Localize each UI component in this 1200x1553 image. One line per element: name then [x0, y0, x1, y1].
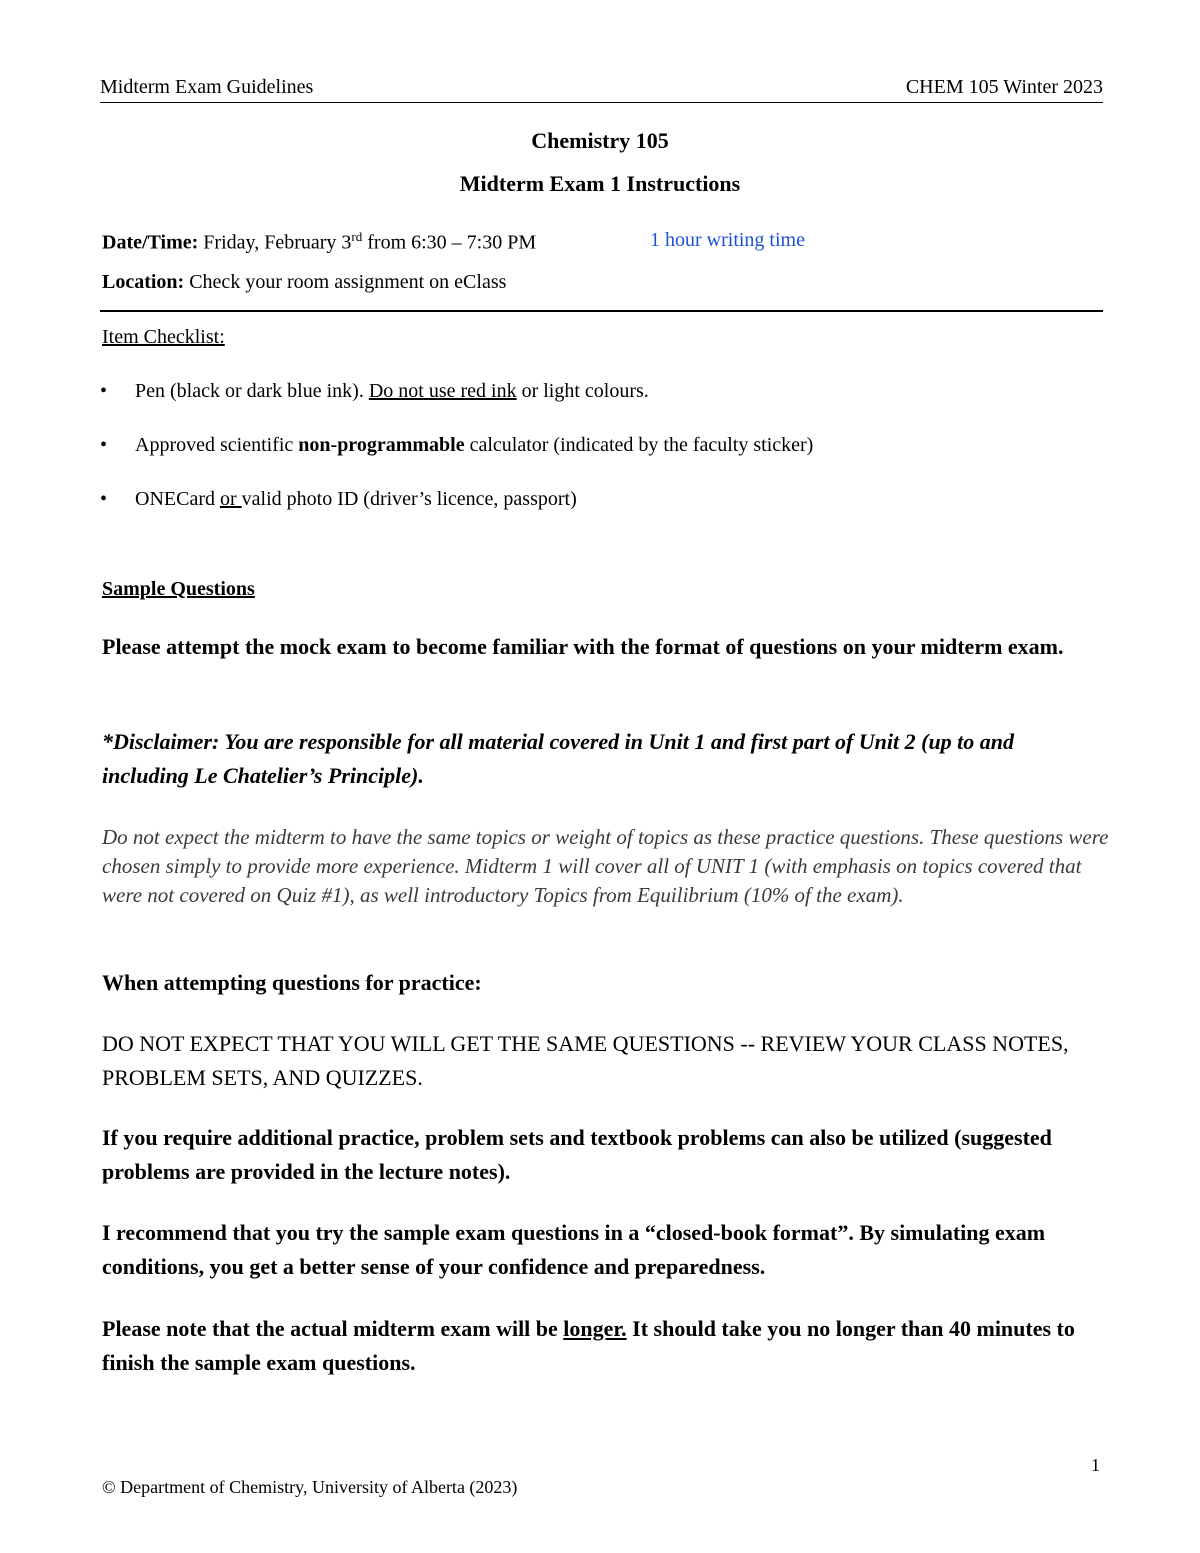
date-time-line [102, 229, 536, 255]
recommendation-paragraph: I recommend that you try the sample exam questions in a “closed-book format”. By simulating exam conditions, you get a better sense of your confidence and preparedness. [102, 1220, 1046, 1279]
item-text: ONECard [135, 488, 220, 510]
note-underline: longer. [563, 1316, 627, 1341]
additional-practice-paragraph: If you require additional practice, problem sets and textbook problems can also be utilized (suggested problems are provided in the lecture notes). [102, 1125, 1052, 1184]
item-underline: or [219, 488, 242, 510]
section-divider [100, 310, 1103, 312]
date-superscript: rd [351, 229, 363, 244]
item-text: Approved scientific [135, 434, 299, 456]
checklist-item-calculator [100, 434, 813, 457]
writing-time: 1 hour writing time [650, 229, 805, 251]
header-left-text: Midterm Exam Guidelines [100, 76, 314, 98]
item-bold: non-programmable [298, 434, 465, 456]
item-underline: Do not use red ink [368, 380, 517, 402]
checklist-item-pen [100, 380, 649, 403]
date-value: Friday, February 3 [198, 231, 352, 254]
bullet-icon: • [100, 380, 108, 402]
course-title: Chemistry 105 [531, 128, 669, 153]
note-text: Please note that the actual midterm exam will be [102, 1316, 564, 1341]
location-label: Location: [102, 271, 185, 293]
item-text: valid photo ID (driver’s licence, passport) [241, 488, 577, 510]
item-text: or light colours. [516, 380, 649, 402]
checklist-heading: Item Checklist: [102, 326, 225, 348]
item-text: Pen (black or dark blue ink). [135, 380, 369, 402]
bullet-icon: • [100, 434, 108, 456]
length-note-paragraph [102, 1312, 1102, 1380]
bullet-icon: • [100, 488, 108, 510]
location-line [102, 271, 506, 294]
warning-paragraph: DO NOT EXPECT THAT YOU WILL GET THE SAME QUESTIONS -- REVIEW YOUR CLASS NOTES, PROBLEM SETS, AND QUIZZES. [102, 1031, 1069, 1090]
page-header [100, 76, 1103, 103]
date-label: Date/Time: [102, 231, 199, 254]
item-text: calculator (indicated by the faculty sticker) [464, 434, 814, 456]
time-value: from 6:30 – 7:30 PM [362, 231, 537, 254]
copyright-footer: © Department of Chemistry, University of Alberta (2023) [102, 1477, 518, 1497]
page-number: 1 [1091, 1455, 1100, 1475]
exam-title: Midterm Exam 1 Instructions [459, 171, 741, 196]
header-right-text: CHEM 105 Winter 2023 [905, 76, 1103, 98]
disclaimer-paragraph: *Disclaimer: You are responsible for all material covered in Unit 1 and first part of Unit 2 (up to and including Le Chatelier’s Principle). [102, 729, 1015, 788]
note-text: It should take you no longer than 40 minutes to finish the sample exam questions. [102, 1316, 1075, 1375]
practice-heading: When attempting questions for practice: [102, 970, 482, 995]
topics-note: Do not expect the midterm to have the same topics or weight of topics as these practice questions. These questions were chosen simply to provide more experience. Midterm 1 will cover all of UNIT 1 (with emphasis on topics covered that were not covered on Quiz #1), as well introductory Topics from Equilibrium (10% of the exam). [102, 825, 1109, 907]
checklist-item-id [100, 488, 577, 511]
location-value: Check your room assignment on eClass [184, 271, 507, 293]
intro-paragraph: Please attempt the mock exam to become familiar with the format of questions on your midterm exam. [102, 634, 1064, 659]
sample-questions-heading: Sample Questions [102, 578, 255, 600]
